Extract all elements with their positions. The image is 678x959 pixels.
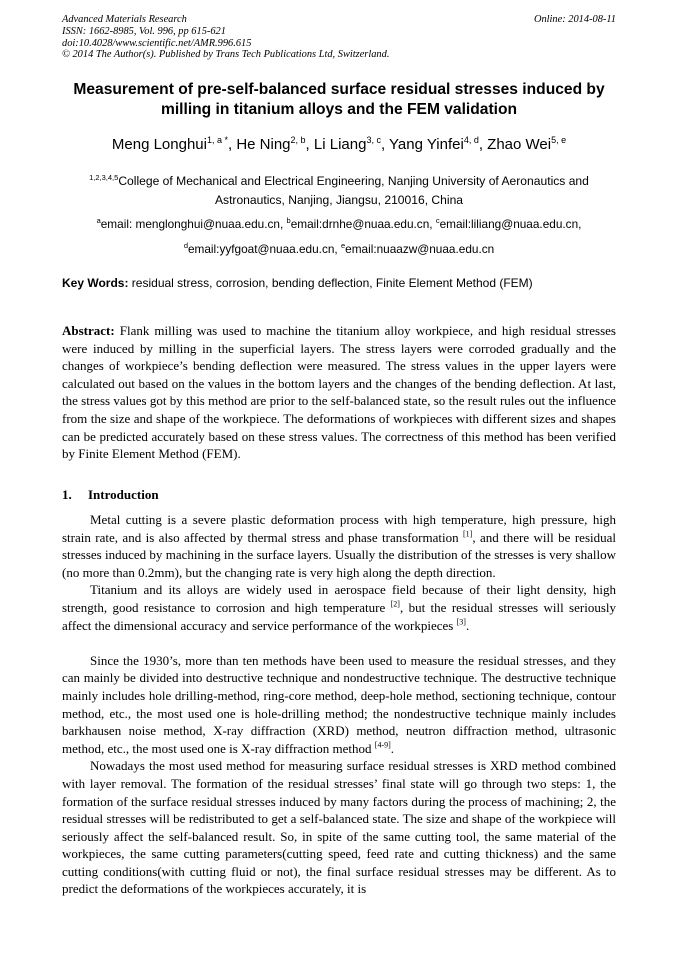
email-marker: c [435, 216, 440, 225]
abstract [62, 322, 616, 463]
paragraph-text: , but the residual stresses will seriously affect the dimensional accuracy and service performance of the workpieces [62, 599, 616, 633]
paragraph-text: . [465, 617, 470, 633]
paragraph [62, 757, 616, 898]
email-line [40, 210, 638, 235]
abstract-label: Abstract: [62, 323, 115, 338]
email-address: email:nuaazw@nuaa.edu.cn [345, 241, 495, 256]
paragraph [62, 581, 616, 634]
keywords-label: Key Words: [62, 276, 129, 290]
paragraph-text: Metal cutting is a severe plastic deformation process with high temperature, high pressure, high strain rate, and is also affected by thermal stress and phase transformation [62, 512, 616, 545]
paragraph-text: Nowadays the most used method for measuring surface residual stresses is XRD method combined with layer removal. The formation of the residual stresses’ final state will go through two steps: 1, the formation of the surface residual stresses induced by many factors during the process of machining; 2, the residual stresses will be redistributed to get a self-balanced state. The size and shape of the workpiece will seriously affect the self-balanced result. So, in spite of the same cutting tool, the same material of the workpieces, the same cutting parameters(cutting speed, feed rate and cutting thickness) and the same cutting conditions(with cutting fluid or not), the final surface residual stresses may be different. As to predict the deformations of the workpieces accurately, it is [62, 758, 616, 897]
paragraph [62, 652, 616, 758]
journal-name: Advanced Materials Research [62, 14, 187, 25]
citation: [4-9] [374, 740, 391, 750]
paragraph-text: Since the 1930’s, more than ten methods have been used to measure the residual stresses, and they can mainly be divided into destructive technique and nondestructive technique. The destructive technique mainly includes hole drilling-method, ring-core method, deep-hole method, sectioning technique, contour method, etc., the most used one is hole-drilling method; the nondestructive technique mainly includes barkhausen noise method, X-ray diffraction (XRD) method, neutron diffraction method, ultrasonic method, etc., the most used one is X-ray diffraction method [62, 652, 616, 756]
author-name: Meng Longhui [111, 136, 207, 153]
abstract-text: Flank milling was used to machine the titanium alloy workpiece, and high residual stresses were induced by milling in the superficial layers. The stress layers were corroded gradually and the changes of workpiece’s bending deflection were measured. The stress values in the upper layers were calculated out based on the values in the bottom layers and the changes of the bending deflection. At last, the stress values got by this method are prior to the self-balanced state, so the result rules out the influence from the size and shape of the workpiece. The deformations of workpieces with different sizes and shapes can be predicted accurately based on these stress values. The correctness of this method has been verified by Finite Element Method (FEM). [62, 323, 616, 462]
online-date: Online: 2014-08-11 [533, 14, 616, 25]
email-address: email:yyfgoat@nuaa.edu.cn, [187, 241, 341, 256]
section-title: Introduction [88, 487, 159, 502]
keywords [62, 275, 616, 291]
email-marker: e [340, 240, 346, 250]
affiliation-marker: 1,2,3,4,5 [89, 173, 119, 182]
author-separator: , [305, 136, 314, 153]
email-line [40, 235, 638, 260]
author-affil-marker: 3, c [366, 135, 381, 145]
author-affil-marker: 4, d [463, 135, 479, 145]
affiliation-text: College of Mechanical and Electrical Engineering, Nanjing University of Aeronautics and Astronautics, Nanjing, Jiangsu, 210016, China [118, 174, 589, 208]
author-name: He Ning [236, 136, 291, 153]
author-separator: , [478, 136, 488, 153]
paragraph-text: . [390, 740, 395, 756]
keywords-text: residual stress, corrosion, bending deflection, Finite Element Method (FEM) [128, 276, 533, 290]
copyright-line: © 2014 The Author(s). Published by Trans Tech Publications Ltd, Switzerland. [62, 49, 390, 61]
author-name: Li Liang [313, 136, 367, 153]
citation: [2] [390, 599, 400, 609]
email-address: email:drnhe@nuaa.edu.cn, [290, 216, 436, 231]
author-affil-marker: 2, b [290, 135, 306, 145]
paper-title: Measurement of pre-self-balanced surface residual stresses induced by milling in titanium alloys and the FEM validation [73, 81, 605, 118]
author-name: Zhao Wei [487, 136, 552, 153]
author-separator: , [380, 136, 390, 153]
email-marker: b [286, 216, 291, 225]
author-name: Yang Yinfei [389, 136, 464, 153]
section-heading [62, 486, 159, 503]
affiliation [60, 168, 618, 210]
section-number: 1. [62, 487, 72, 502]
doi-line: doi:10.4028/www.scientific.net/AMR.996.615 [62, 37, 252, 49]
author-affil-marker: 5, e [551, 135, 567, 145]
author-affil-marker: 1, a * [206, 135, 228, 145]
email-marker: d [183, 240, 188, 250]
section-body [62, 511, 616, 898]
citation: [1] [462, 529, 473, 539]
email-address: email:liliang@nuaa.edu.cn, [439, 216, 582, 231]
email-marker: a [96, 216, 101, 225]
paragraph-text: Titanium and its alloys are widely used in aerospace field because of their light density, high strength, good resistance to corrosion and high temperature [62, 582, 616, 615]
author-separator: , [227, 136, 237, 153]
journal-header [62, 14, 616, 61]
citation: [3] [456, 617, 466, 627]
paragraph [62, 511, 616, 581]
email-list [40, 210, 638, 260]
issn-line: ISSN: 1662-8985, Vol. 996, pp 615-621 [62, 25, 226, 37]
paragraph-text: , and there will be residual stresses induced by machining in the surface layers. Usually the distribution of the stresses is very shallow (no more than 0.2mm), but the changing rate is very high along the depth direction. [62, 529, 616, 580]
author-list [40, 130, 638, 155]
email-address: email: menglonghui@nuaa.edu.cn, [100, 216, 287, 231]
